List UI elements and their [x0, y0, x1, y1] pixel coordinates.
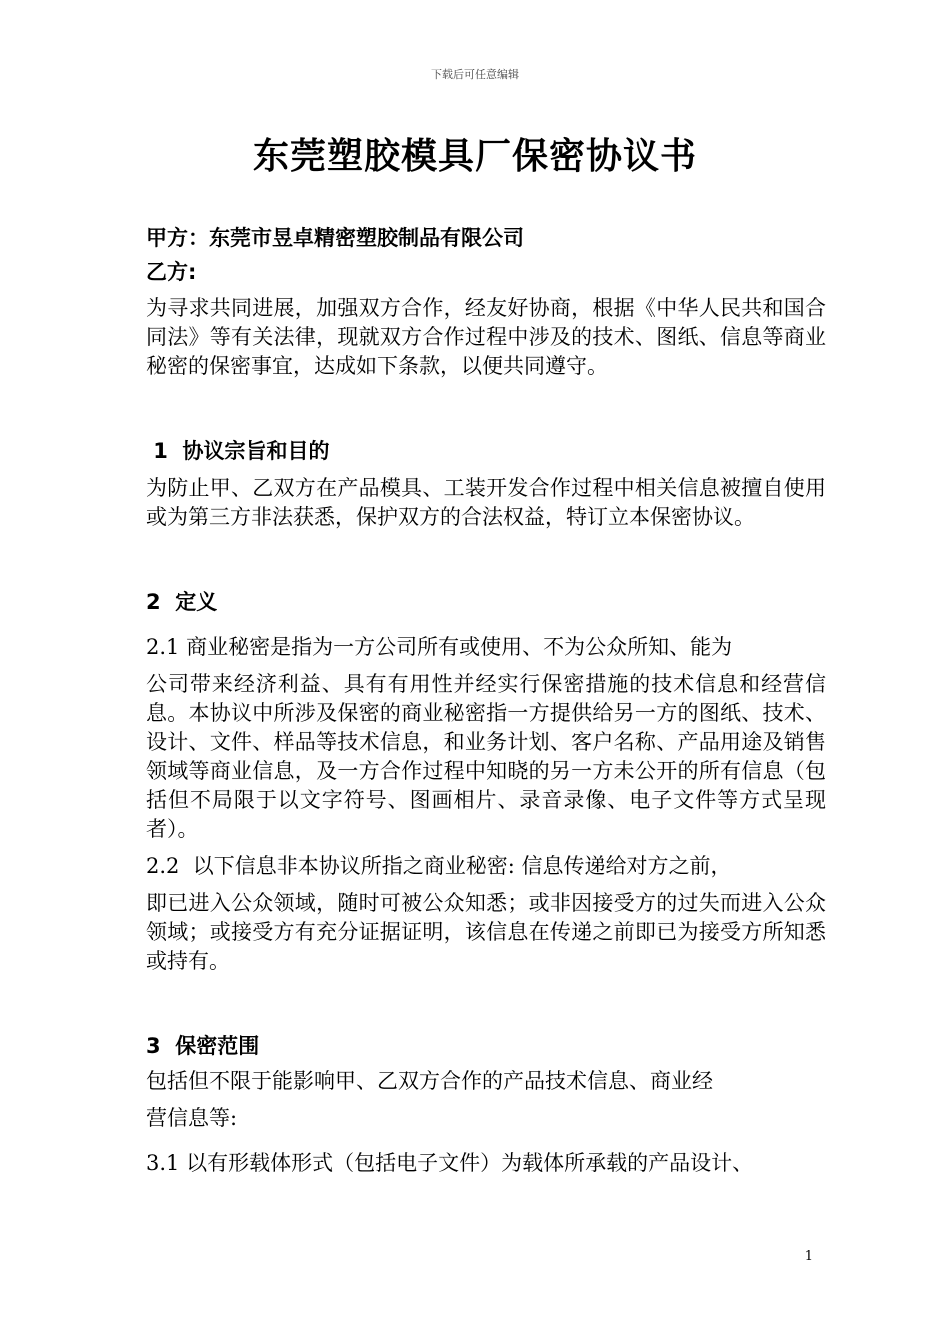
section-2-heading: 2 定义 [146, 590, 218, 614]
section-2-2-first-line: 2.2 以下信息非本协议所指之商业秘密: 信息传递给对方之前， [146, 854, 732, 878]
intro-paragraph: 为寻求共同进展，加强双方合作，经友好协商，根据《中华人民共和国合同法》等有关法律，现就双方合作过程中涉及的技术、图纸、信息等商业秘密的保密事宜，达成如下条款，以便共同遵守。 [146, 296, 826, 378]
document-body [146, 222, 826, 1178]
page-header-note: 下载后可任意编辑 [431, 68, 519, 81]
section-3-heading: 3 保密范围 [146, 1034, 260, 1058]
section-1-heading: 1 协议宗旨和目的 [146, 439, 330, 463]
section-2-1-paragraph: 公司带来经济利益、具有有用性并经实行保密措施的技术信息和经营信息。本协议中所涉及保密的商业秘密指一方提供给另一方的图纸、技术、设计、文件、样品等技术信息，和业务计划、客户名称、产品用途及销售领域等商业信息，及一方合作过程中知晓的另一方未公开的所有信息（包括但不局限于以文字符号、图画相片、录音录像、电子文件等方式呈现者）。 [146, 672, 826, 841]
document-title: 东莞塑胶模具厂保密协议书 [252, 136, 697, 177]
section-2-1-first-line: 2.1 商业秘密是指为一方公司所有或使用、不为公众所知、能为 [146, 635, 733, 659]
section-3-1-first-line: 3.1 以有形载体形式（包括电子文件）为载体所承载的产品设计、 [146, 1151, 754, 1175]
section-3-first-line: 包括但不限于能影响甲、乙双方合作的产品技术信息、商业经 [146, 1069, 713, 1093]
party-b-line: 乙方: [146, 260, 197, 284]
section-3-second-line: 营信息等: [146, 1106, 238, 1130]
section-2-2-paragraph: 即已进入公众领域，随时可被公众知悉；或非因接受方的过失而进入公众领域；或接受方有充分证据证明，该信息在传递之前即已为接受方所知悉或持有。 [146, 891, 826, 973]
section-1-paragraph: 为防止甲、乙双方在产品模具、工装开发合作过程中相关信息被擅自使用或为第三方非法获悉，保护双方的合法权益，特订立本保密协议。 [146, 476, 826, 529]
party-a-line: 甲方：东莞市昱卓精密塑胶制品有限公司 [146, 226, 524, 250]
page-number: 1 [804, 1249, 813, 1264]
